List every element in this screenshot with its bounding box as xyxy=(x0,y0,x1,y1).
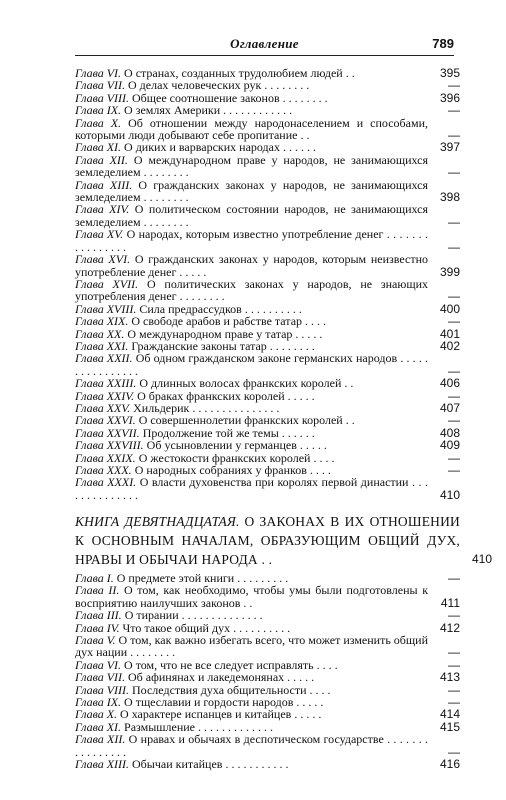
chapter-page-ref: — xyxy=(448,165,460,180)
chapter-title: О характере испанцев и китайцев . . . . . xyxy=(120,707,322,722)
chapter-page-ref: — xyxy=(448,128,460,143)
chapter-page-ref: 415 xyxy=(439,719,460,734)
chapter-label: Глава VII. xyxy=(75,78,126,93)
chapter-title: Об усыновлении у германцев . . . . . xyxy=(146,438,327,453)
chapter-page-ref: 399 xyxy=(439,264,460,279)
chapter-title: О гражданских законах у народов, не занимающихся земледелием . . . . . . . . xyxy=(75,177,429,205)
toc-entry xyxy=(75,154,460,179)
chapter-page-ref: 395 xyxy=(439,66,460,80)
toc-entry xyxy=(75,352,460,377)
chapter-page-ref: — xyxy=(448,78,460,93)
chapter-title: Размышление . . . . . . . . . . . . . xyxy=(124,719,273,734)
chapter-title: О международном праве у народов, не занимающихся земледелием . . . . . . . . xyxy=(75,152,428,180)
toc-entry xyxy=(75,758,460,770)
chapter-page-ref: 412 xyxy=(439,620,460,635)
toc-entry xyxy=(75,228,460,253)
toc-entry xyxy=(75,179,460,204)
chapter-title: Об одном гражданском законе германских народов . . . . . . . . . . . . . . . . xyxy=(75,351,428,378)
chapter-page-ref: 410 xyxy=(439,487,460,502)
chapter-title: О международном праве у татар . . . . . xyxy=(127,326,323,341)
chapter-label: Глава VII. xyxy=(75,670,126,685)
chapter-title: О длинных волосах франкских королей . . xyxy=(139,376,354,391)
chapter-label: Глава XI. xyxy=(75,140,122,155)
chapter-label: Глава XXXI. xyxy=(75,475,137,490)
chapter-page-ref: — xyxy=(448,695,460,710)
toc-entry xyxy=(75,634,460,659)
chapter-label: Глава XIV. xyxy=(75,202,130,217)
chapter-title: О свободе арабов и рабстве татар . . . . xyxy=(131,314,327,329)
chapter-title: Что такое общий дух . . . . . . . . . . xyxy=(122,620,291,635)
chapter-page-ref: 396 xyxy=(439,90,460,105)
chapter-title: О тирании . . . . . . . . . . . . . . xyxy=(124,608,263,623)
book-title: КНИГА ДЕВЯТНАДЦАТАЯ. xyxy=(75,514,240,529)
chapter-label: Глава XIX. xyxy=(75,314,129,329)
chapter-page-ref: 408 xyxy=(439,425,460,440)
chapter-title: Хильдерик . . . . . . . . . . . . . . . xyxy=(133,400,280,415)
chapter-title: Последствия духа общительности . . . . xyxy=(132,682,331,697)
chapter-page-ref: 414 xyxy=(439,707,460,722)
chapter-label: Глава V. xyxy=(75,633,116,648)
chapter-page-ref: 401 xyxy=(439,326,460,341)
chapter-label: Глава XVIII. xyxy=(75,301,137,316)
chapter-title: Об отношении между народонаселением и способами, которыми люди добывают себе пропитание . . xyxy=(75,115,428,143)
chapter-title: О гражданских законах у народов, которым неизвестно употребление денег . . . . . xyxy=(75,252,428,279)
chapter-label: Глава IX. xyxy=(75,103,122,118)
toc-entry xyxy=(75,203,460,228)
chapter-label: Глава XXIX. xyxy=(75,450,136,465)
chapter-page-ref: — xyxy=(448,744,460,759)
toc-entry xyxy=(75,584,460,609)
chapter-page-ref: 407 xyxy=(439,400,460,415)
chapter-label: Глава I. xyxy=(75,571,114,585)
page-number: 789 xyxy=(432,36,454,51)
chapter-title: О тщеславии и гордости народов . . . . . xyxy=(124,695,324,710)
toc-entry xyxy=(75,476,460,501)
chapter-label: Глава XXVIII. xyxy=(75,438,144,453)
chapter-label: Глава XXVII. xyxy=(75,425,140,440)
chapter-title: О том, как важно избегать всего, что может изменить общий дух нации . . . . . . . . xyxy=(75,633,429,660)
chapter-label: Глава II. xyxy=(75,583,120,598)
chapter-label: Глава XIII. xyxy=(75,757,130,772)
chapter-label: Глава XXX. xyxy=(75,463,132,477)
chapter-label: Глава III. xyxy=(75,608,122,623)
toc-list-book-18 xyxy=(75,67,460,501)
chapter-page-ref: — xyxy=(448,289,460,304)
chapter-page-ref: — xyxy=(448,214,460,229)
chapter-page-ref: 416 xyxy=(439,757,460,772)
chapter-page-ref: 409 xyxy=(439,438,460,453)
book-page-ref: 410 xyxy=(471,552,492,566)
toc-list-book-19 xyxy=(75,572,460,771)
chapter-page-ref: — xyxy=(448,463,460,477)
chapter-label: Глава XXIII. xyxy=(75,376,137,391)
chapter-label: Глава XVII. xyxy=(75,276,139,291)
chapter-title: О том, что не все следует исправлять . . . . xyxy=(124,657,338,672)
chapter-title: Гражданские законы татар . . . . . . . . xyxy=(131,338,315,353)
chapter-page-ref: 413 xyxy=(439,670,460,685)
chapter-title: О политическом состоянии народов, не занимающихся земледелием . . . . . . . . xyxy=(75,202,429,229)
chapter-title: О предмете этой книги . . . . . . . . . xyxy=(116,571,289,585)
chapter-page-ref: — xyxy=(448,608,460,623)
chapter-page-ref: — xyxy=(448,314,460,329)
chapter-label: Глава XVI. xyxy=(75,252,131,267)
chapter-title: О нравах и обычаях в деспотическом государстве . . . . . . . . . . . . . . . . xyxy=(75,732,429,759)
chapter-title: О браках франкских королей . . . . . xyxy=(137,388,315,403)
book-heading xyxy=(75,512,492,569)
chapter-title: Сила предрассудков . . . . . . . . . . xyxy=(139,301,302,316)
chapter-label: Глава X. xyxy=(75,707,118,722)
chapter-title: О политических законах у народов, не знающих употребления денег . . . . . . . . xyxy=(75,276,428,304)
chapter-label: Глава XIII. xyxy=(75,177,133,192)
chapter-page-ref: — xyxy=(448,103,460,118)
chapter-page-ref: — xyxy=(448,450,460,465)
chapter-label: Глава IX. xyxy=(75,695,122,710)
chapter-page-ref: — xyxy=(448,657,460,672)
chapter-title: О диких и варварских народах . . . . . . xyxy=(124,140,316,155)
chapter-page-ref: 397 xyxy=(439,140,460,155)
chapter-label: Глава XXI. xyxy=(75,338,129,353)
chapter-page-ref: — xyxy=(448,363,460,378)
chapter-label: Глава X. xyxy=(75,115,122,130)
chapter-title: О делах человеческих рук . . . . . . . . xyxy=(128,78,310,93)
toc-entry xyxy=(75,733,460,758)
chapter-page-ref: — xyxy=(448,645,460,660)
chapter-title: Продолжение той же темы . . . . . . xyxy=(142,425,315,440)
chapter-title: О народах, которым известно употребление денег . . . . . . . . . . . . . . . . xyxy=(75,227,429,254)
chapter-title: Общее соотношение законов . . . . . . . . xyxy=(132,90,328,105)
toc-entry xyxy=(75,117,460,142)
chapter-label: Глава XXIV. xyxy=(75,388,135,403)
running-title: Оглавление xyxy=(230,36,299,51)
chapter-title: О том, как необходимо, чтобы умы были подготовлены к восприятию наилучших законов . . xyxy=(75,583,429,610)
chapter-label: Глава XII. xyxy=(75,732,126,747)
chapter-label: Глава XV. xyxy=(75,227,124,242)
chapter-title: Обычаи китайцев . . . . . . . . . . . xyxy=(132,757,289,772)
chapter-title: О землях Америки . . . . . . . . . . . . xyxy=(124,103,293,118)
chapter-label: Глава IV. xyxy=(75,620,120,635)
chapter-label: Глава XXVI. xyxy=(75,413,136,428)
chapter-page-ref: 406 xyxy=(439,376,460,391)
chapter-title: О совершеннолетии франкских королей . . xyxy=(138,413,355,428)
chapter-label: Глава XI. xyxy=(75,719,122,734)
chapter-page-ref: — xyxy=(448,571,460,585)
chapter-page-ref: — xyxy=(448,682,460,697)
chapter-title: О народных собраниях у франков . . . . xyxy=(134,463,331,477)
chapter-page-ref: — xyxy=(448,239,460,254)
chapter-label: Глава XXII. xyxy=(75,351,133,366)
header-rule xyxy=(75,55,454,56)
chapter-page-ref: — xyxy=(448,388,460,403)
chapter-label: Глава VI. xyxy=(75,657,122,672)
chapter-page-ref: 402 xyxy=(439,338,460,353)
chapter-label: Глава XII. xyxy=(75,152,128,167)
toc-entry xyxy=(75,253,460,278)
chapter-label: Глава VI. xyxy=(75,66,122,80)
toc-entry xyxy=(75,278,460,303)
chapter-title: Об афинянах и лакедемонянах . . . . . xyxy=(128,670,315,685)
chapter-label: Глава VIII. xyxy=(75,90,130,105)
book-subtitle: О ЗАКОНАХ В ИХ ОТНОШЕНИИ К ОСНОВНЫМ НАЧАЛАМ, ОБРАЗУЮЩИМ ОБЩИЙ ДУХ, НРАВЫ И ОБЫЧАИ НАРОДА . . xyxy=(75,514,460,567)
chapter-page-ref: 411 xyxy=(440,595,460,610)
chapter-title: О жестокости франкских королей . . . . xyxy=(138,450,335,465)
chapter-label: Глава XXV. xyxy=(75,400,131,415)
chapter-title: О власти духовенства при королях первой династии . . . . . . . . . . . . . . xyxy=(75,475,429,502)
chapter-page-ref: — xyxy=(448,413,460,428)
chapter-page-ref: 400 xyxy=(439,301,460,316)
chapter-label: Глава VIII. xyxy=(75,682,130,697)
chapter-page-ref: 398 xyxy=(439,190,460,205)
chapter-label: Глава XX. xyxy=(75,326,125,341)
chapter-title: О странах, созданных трудолюбием людей . . xyxy=(124,66,355,80)
page-header xyxy=(75,36,454,56)
